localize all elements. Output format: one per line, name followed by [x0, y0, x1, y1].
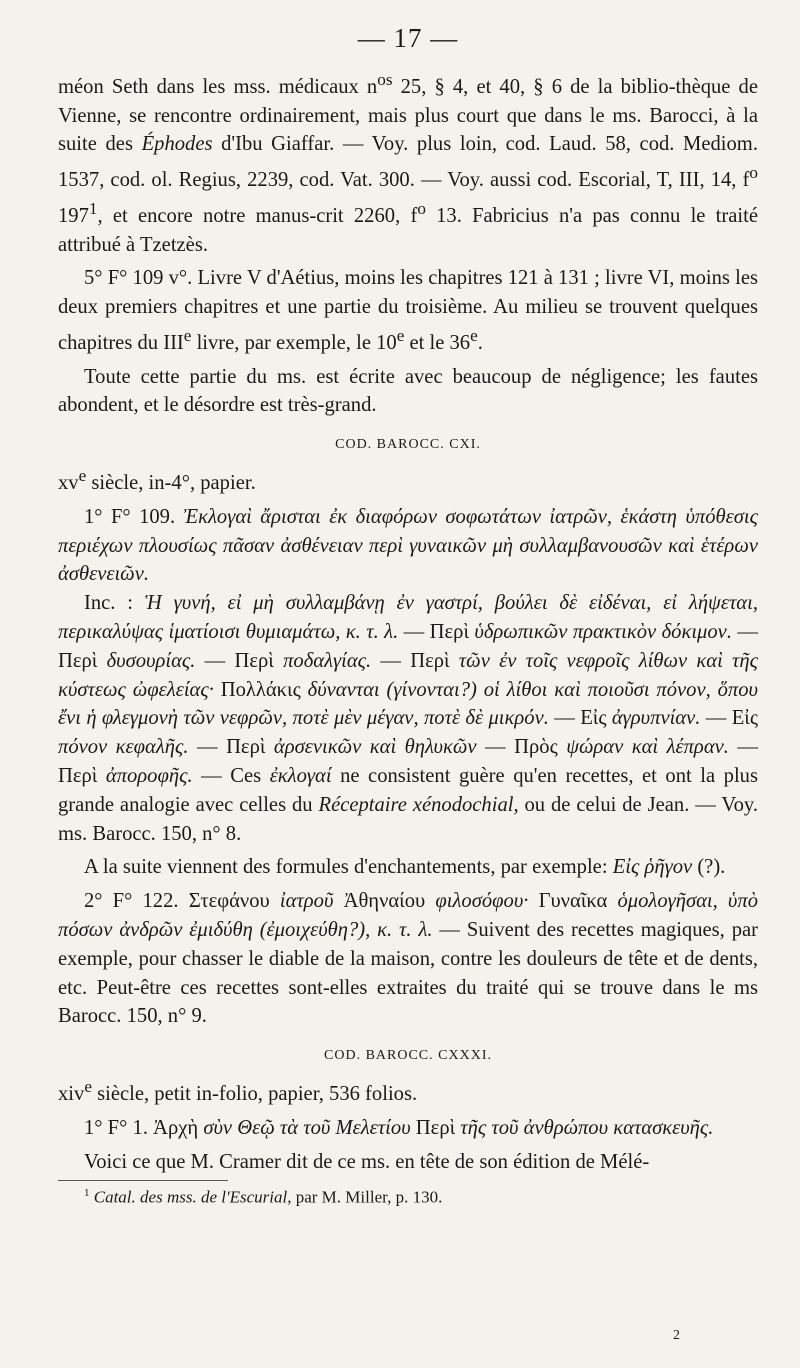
paragraph-incipit: Inc. : Ἡ γυνή, εἰ μὴ συλλαμβάνῃ ἐν γαστρί, βούλει δὲ εἰδέναι, εἰ λήψεται, περικαλύψας ἱματίοισι θυμιαμάτω, κ. τ. λ. — Περὶ ὑδρωπικῶν πρακτικὸν δόκιμον. — Περὶ δυσουρίας. — Περὶ ποδαλγίας. — Περὶ τῶν ἐν τοῖς νεφροῖς λίθων καὶ τῆς κύστεως ὠφελείας· Πολλάκις δύνανται (γίνονται?) οἱ λίθοι καὶ ποιοῦσι πόνον, ὅπου ἔνι ἡ φλεγμονὴ τῶν νεφρῶν, ποτὲ μὲν μέγαν, ποτὲ δὲ μικρόν. — Εἰς ἀγρυπνίαν. — Εἰς πόνον κεφαλῆς. — Περὶ ἀρσενικῶν καὶ θηλυκῶν — Πρὸς ψώραν καὶ λέπραν. — Περὶ ἀποροφῆς. — Ces ἐκλογαί ne consistent guère qu'en recettes, et ont la plus grande analogie avec celles du Réceptaire xénodochial, ou de celui de Jean. — Voy. ms. Barocc. 150, n° 8.: [58, 592, 758, 845]
signature-mark: 2: [673, 1328, 680, 1343]
paragraph-item-1: 1° F° 109. Ἐκλογαὶ ἄρισται ἐκ διαφόρων σοφωτάτων ἰατρῶν, ἑκάστη ὑπόθεσις περιέχων πλουσίως πᾶσαν ἀσθένειαν περὶ γυναικῶν μὴ συλλαμβανουσῶν καὶ ἑτέρων ἀσθενειῶν.: [58, 505, 758, 586]
paragraph-continuation: méon Seth dans les mss. médicaux $n^{os}$ 25, § 4, et 40, § 6 de la biblio-thèque de Vienne, se rencontre ordinairement, mais plus court que dans le ms. Barocci, à la suite des Éphodes d'Ibu Giaffar. — Voy. plus loin, cod. Laud. 58, cod. Mediom. 1537, cod. ol. Regius, 2239, cod. Vat. 300. — Voy. aussi cod. Escorial, T, III, 14, $f^o$ $197^1$, et encore notre manus-crit 2260, $f^o$ 13. Fabricius n'a pas connu le traité attribué à Tzetzès.: [58, 70, 758, 256]
paragraph-item-5: 5° F° 109 v°. Livre V d'Aétius, moins les chapitres 121 à 131 ; livre VI, moins les deux premiers chapitres et une partie du troisième. Au milieu se trouvent quelques chapitres du IIIe livre, par exemple, le 10e et le 36e.: [58, 267, 758, 354]
codex-heading: COD. BAROCC. CXXXI.: [324, 1048, 492, 1064]
paragraph-cramer: Voici ce que M. Cramer dit de ce ms. en tête de son édition de Mélé-: [84, 1150, 650, 1173]
footnote-reference: 1: [88, 198, 98, 218]
footnote: $^1$ Catal. des mss. de l'Escurial, par M. Miller, p. 130.: [84, 1187, 443, 1208]
paragraph-enchantments: A la suite viennent des formules d'enchantements, par exemple: Εἰς ῥῆγον (?).: [84, 856, 726, 879]
paragraph-remark: Toute cette partie du ms. est écrite avec beaucoup de négligence; les fautes abondent, et le désordre est très-grand.: [58, 365, 758, 417]
codex-description: $xv^e$ siècle, in-4°, papier.: [58, 466, 256, 495]
body-text: [58, 66, 758, 1176]
paragraph-item-1: 1° F° 1. Ἀρχὴ σὺν Θεῷ τὰ τοῦ Μελετίου Περὶ τῆς τοῦ ἀνθρώπου κατασκευῆς.: [84, 1116, 714, 1139]
codex-heading: COD. BAROCC. CXI.: [335, 437, 481, 453]
page-number: — 17 —: [357, 23, 459, 53]
codex-description: xiv$^e$ siècle, petit in-folio, papier, 536 folios.: [58, 1077, 418, 1106]
greek-text: Ἐκλογαὶ ἄρισται ἐκ διαφόρων σοφωτάτων ἰατρῶν, ἑκάστη ὑπόθεσις περιέχων πλουσίως πᾶσαν ἀσθένειαν περὶ γυναικῶν μὴ συλλαμβανουσῶν καὶ ἑτέρων ἀσθενειῶν.: [58, 505, 758, 586]
paragraph-item-2: 2° F° 122. Στεφάνου ἰατροῦ Ἀθηναίου φιλοσόφου· Γυναῖκα ὁμολογῆσαι, ὑπὸ πόσων ἀνδρῶν ἐμιδύθη (ἐμοιχεύθη?), κ. τ. λ. — Suivent des recettes magiques, par exemple, pour chasser le diable de la maison, contre les douleurs de tête et de dents, etc. Peut-être ces recettes sont-elles extraites du traité qui se trouve dans le ms Barocc. 150, n° 9.: [58, 890, 758, 1028]
footnote-marker: 1: [84, 1187, 90, 1200]
